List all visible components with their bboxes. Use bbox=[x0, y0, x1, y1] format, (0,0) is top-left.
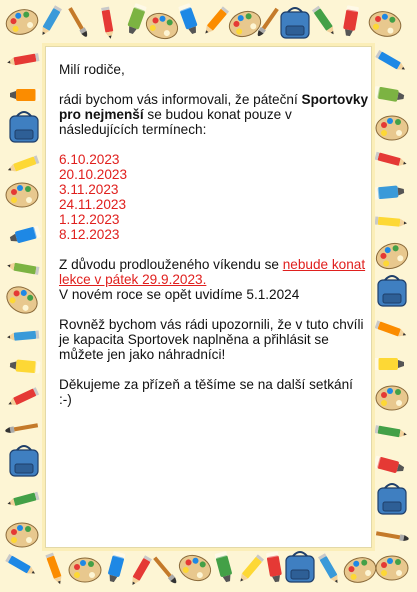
intro-text-end: se budou konat pouze v následujících termínech: bbox=[59, 107, 292, 137]
intro-text-start: rádi bychom vás informovali, že páteční bbox=[59, 92, 298, 107]
closing-text: Děkujeme za přízeň a těšíme se na další setkání :-) bbox=[59, 377, 353, 407]
letter-body bbox=[59, 62, 369, 407]
program-name: Sportovky pro nejmenší bbox=[59, 92, 369, 122]
intro-paragraph bbox=[59, 92, 369, 137]
date-item: 6.10.2023 bbox=[59, 152, 120, 167]
date-item: 20.10.2023 bbox=[59, 167, 128, 182]
date-item: 3.11.2023 bbox=[59, 182, 119, 197]
holiday-paragraph bbox=[59, 257, 369, 302]
date-item: 1.12.2023 bbox=[59, 212, 120, 227]
date-item: 24.11.2023 bbox=[59, 197, 127, 212]
date-item: 8.12.2023 bbox=[59, 227, 120, 242]
new-year-text: V novém roce se opět uvidíme 5.1.2024 bbox=[59, 287, 300, 302]
capacity-notice: Rovněž bychom vás rádi upozornili, že v tuto chvíli je kapacita Sportovek naplněna a přihlásit se můžete jen jako náhradníci! bbox=[59, 317, 364, 362]
date-list bbox=[59, 152, 369, 242]
greeting: Milí rodiče, bbox=[59, 62, 125, 77]
cancelled-lesson-notice: nebude konat lekce v pátek 29.9.2023. bbox=[59, 257, 366, 287]
holiday-text: Z důvodu prodlouženého víkendu se bbox=[59, 257, 279, 272]
